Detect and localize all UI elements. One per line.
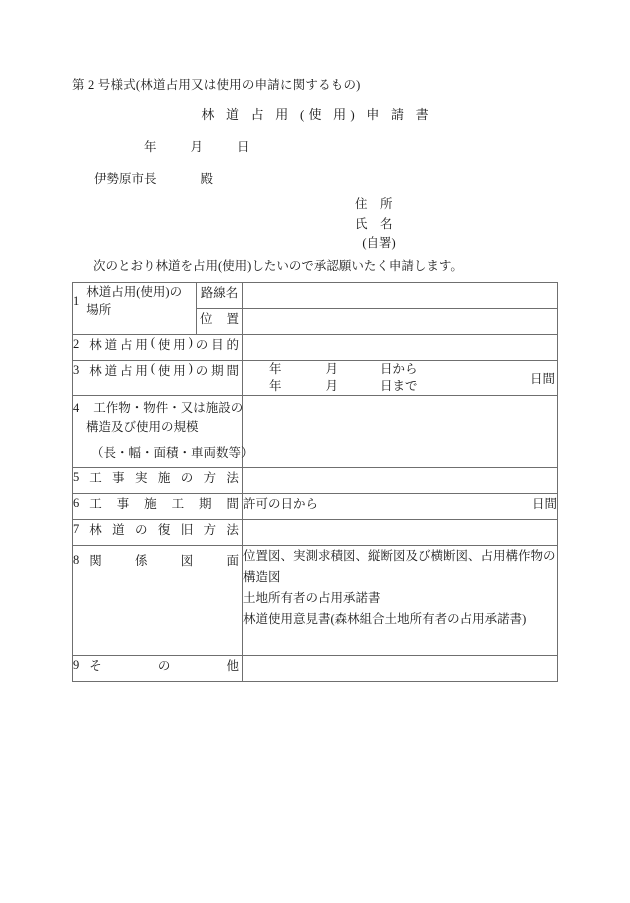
form-code: 第 2 号様式(林道占用又は使用の申請に関するもの) <box>72 78 361 92</box>
row-3-date-from: 年 月 日から <box>269 362 418 376</box>
application-table <box>72 282 558 682</box>
row-4-label-line1: 工作物・物件・又は施設の <box>93 401 244 415</box>
row-7-value[interactable] <box>243 520 558 546</box>
row-3-date-to: 年 月 日まで <box>269 379 418 393</box>
row-7-label-text: 林 道 の 復 旧 方 法 <box>89 523 239 537</box>
addressee-honorific: 殿 <box>200 172 214 186</box>
table-row <box>73 361 558 396</box>
row-3-label-text: 林 道 占 用 ( 使 用 ) の 期 間 <box>89 361 239 378</box>
row-1-sub-label-position <box>197 309 243 335</box>
row-5-label-text: 工 事 実 施 の 方 法 <box>89 471 239 485</box>
row-8-label-text: 関 係 図 面 <box>89 554 239 568</box>
row-2-label-text: 林 道 占 用 ( 使 用 ) の 目 的 <box>89 335 239 352</box>
row-5-label <box>73 468 243 494</box>
row-8-attachment-1: 位置図、実測求積図、縦断図及び横断図、占用構作物の構造図 <box>243 549 556 584</box>
table-row <box>73 656 558 682</box>
row-6-value-text: 許可の日から <box>243 497 319 511</box>
addressee-name: 伊勢原市長 <box>94 172 157 186</box>
row-8-attachment-2: 土地所有者の占用承諾書 <box>243 591 381 605</box>
row-8-label <box>73 546 243 656</box>
row-8-value[interactable] <box>243 546 558 656</box>
table-row <box>73 468 558 494</box>
table-row <box>73 494 558 520</box>
date-month-label: 月 <box>190 140 204 154</box>
row-3-value[interactable] <box>243 361 558 396</box>
row-9-value[interactable] <box>243 656 558 682</box>
row-4-label-line3: （長・幅・面積・車両数等） <box>91 446 254 460</box>
row-1-route-value[interactable] <box>243 283 558 309</box>
row-6-value[interactable] <box>243 494 558 520</box>
date-year-label: 年 <box>144 140 157 154</box>
document-title: 林 道 占 用 (使 用) 申 請 書 <box>201 107 433 122</box>
row-2-value[interactable] <box>243 335 558 361</box>
row-7-number: 7 <box>73 521 80 536</box>
row-1-label-line1: 林道占用(使用)の <box>86 285 183 299</box>
row-9-number: 9 <box>73 657 80 672</box>
row-2-label <box>73 335 243 361</box>
row-3-number: 3 <box>73 362 80 377</box>
row-8-attachment-3: 林道使用意見書(森林組合土地所有者の占用承諾書) <box>243 612 527 626</box>
row-6-unit: 日間 <box>531 497 557 511</box>
row-3-unit: 日間 <box>529 372 555 386</box>
signer-signature-note: (自署) <box>362 236 396 250</box>
date-day-label: 日 <box>237 140 250 154</box>
row-1-label <box>73 283 197 335</box>
row-1-label-line2: 場所 <box>86 303 112 317</box>
row-5-value[interactable] <box>243 468 558 494</box>
row-7-label <box>73 520 243 546</box>
application-date-line <box>144 137 250 155</box>
row-4-label <box>73 396 254 468</box>
intro-sentence: 次のとおり林道を占用(使用)したいので承認願いたく申請します。 <box>93 259 463 273</box>
row-8-number: 8 <box>73 552 80 567</box>
row-6-label <box>73 494 243 520</box>
row-3-label <box>73 361 243 396</box>
row-9-label <box>73 656 243 682</box>
row-9-label-text: そ の 他 <box>89 659 239 673</box>
row-1-position-value[interactable] <box>243 309 558 335</box>
row-1-sub-label-route: 路線名 <box>197 283 243 309</box>
addressee-line <box>94 169 213 187</box>
signer-address-label: 住 所 <box>355 197 393 211</box>
row-4-label-line2: 構造及び使用の規模 <box>86 420 199 434</box>
table-row <box>73 546 558 656</box>
row-6-label-text: 工 事 施 工 期 間 <box>89 497 239 511</box>
row-1-position-char-a: 位 <box>200 312 213 326</box>
table-row <box>73 283 558 309</box>
table-row <box>73 335 558 361</box>
row-1-number: 1 <box>73 293 80 308</box>
row-2-number: 2 <box>73 336 80 351</box>
signer-block <box>355 195 402 254</box>
signer-name-label: 氏 名 <box>355 216 393 231</box>
row-3-date-range <box>243 361 418 395</box>
row-5-number: 5 <box>73 469 80 484</box>
row-6-number: 6 <box>73 495 80 510</box>
row-4-number: 4 <box>73 401 80 415</box>
table-row <box>73 520 558 546</box>
row-1-position-char-b: 置 <box>226 312 239 326</box>
row-4-value[interactable] <box>243 396 558 468</box>
table-row <box>73 396 558 468</box>
